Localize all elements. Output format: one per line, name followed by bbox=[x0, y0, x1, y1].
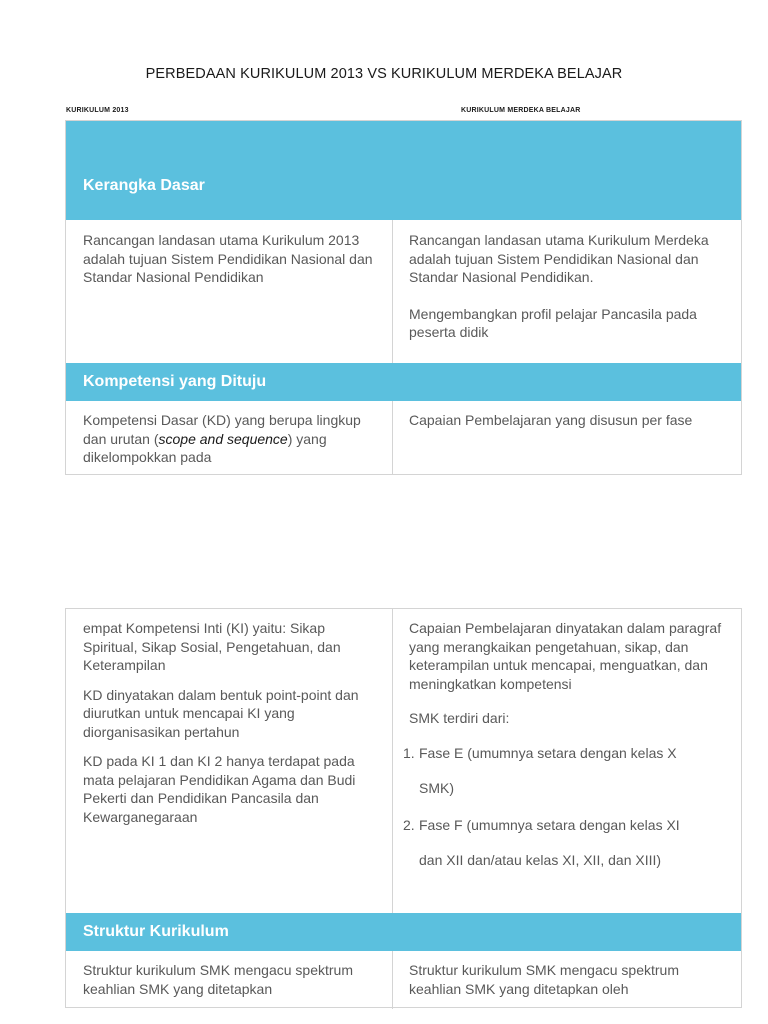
section-heading-kompetensi: Kompetensi yang Dituju bbox=[66, 363, 741, 401]
struktur-k13-cell bbox=[83, 961, 383, 1009]
kerangka-dasar-k13-cell bbox=[83, 231, 383, 298]
document-title: PERBEDAAN KURIKULUM 2013 VS KURIKULUM MERDEKA BELAJAR bbox=[145, 66, 623, 82]
kompetensi-k13-continued-cell bbox=[83, 619, 383, 837]
fase-f-item: 2. Fase F (umumnya setara dengan kelas XI dan XII dan/atau kelas XI, XII, dan XIII) bbox=[403, 816, 680, 868]
kerangka-dasar-merdeka-text-2: Mengembangkan profil pelajar Pancasila pada peserta didik bbox=[409, 305, 697, 340]
kompetensi-merdeka-text: Capaian Pembelajaran yang disusun per fase bbox=[409, 412, 693, 428]
struktur-k13-text: Struktur kurikulum SMK mengacu spektrum keahlian SMK yang ditetapkan bbox=[83, 962, 353, 997]
fase-e-item: 1. Fase E (umumnya setara dengan kelas X SMK) bbox=[403, 744, 677, 796]
kerangka-dasar-merdeka-text-1: Rancangan landasan utama Kurikulum Merdeka adalah tujuan Sistem Pendidikan Nasional dan Standar Nasional Pendidikan. bbox=[409, 232, 709, 285]
kompetensi-merdeka-continued-cell bbox=[403, 619, 734, 870]
kompetensi-k13-cell bbox=[83, 411, 383, 478]
column-divider bbox=[392, 951, 393, 1009]
column-divider bbox=[392, 401, 393, 475]
comparison-table-part-1 bbox=[65, 120, 742, 475]
kompetensi-k13-text: Kompetensi Dasar (KD) yang berupa lingkup dan urutan (scope and sequence) yang dikelompokkan pada bbox=[83, 412, 361, 465]
column-label-kurikulum-2013: KURIKULUM 2013 bbox=[66, 107, 129, 114]
kompetensi-k13-kd-text: KD dinyatakan dalam bentuk point-point dan diurutkan untuk mencapai KI yang diorganisasikan pertahun bbox=[83, 686, 359, 740]
kerangka-dasar-merdeka-cell bbox=[409, 231, 734, 353]
column-divider bbox=[392, 609, 393, 913]
section-heading-struktur-kurikulum: Struktur Kurikulum bbox=[66, 913, 741, 951]
capaian-pembelajaran-text: Capaian Pembelajaran dinyatakan dalam paragraf yang merangkaikan pengetahuan, sikap, dan keterampilan untuk mencapai, menguatkan, dan meningkatkan kompetensi bbox=[409, 620, 722, 692]
kompetensi-k13-ki-text: empat Kompetensi Inti (KI) yaitu: Sikap Spiritual, Sikap Sosial, Pengetahuan, dan Keterampilan bbox=[83, 620, 341, 673]
column-divider bbox=[392, 220, 393, 363]
comparison-table-part-2 bbox=[65, 608, 742, 1008]
section-heading-kerangka-dasar: Kerangka Dasar bbox=[66, 121, 741, 220]
kerangka-dasar-k13-text: Rancangan landasan utama Kurikulum 2013 adalah tujuan Sistem Pendidikan Nasional dan Standar Nasional Pendidikan bbox=[83, 232, 373, 285]
struktur-merdeka-text: Struktur kurikulum SMK mengacu spektrum keahlian SMK yang ditetapkan oleh bbox=[409, 962, 679, 997]
column-label-kurikulum-merdeka: KURIKULUM MERDEKA BELAJAR bbox=[461, 107, 581, 114]
kompetensi-k13-ki12-text: KD pada KI 1 dan KI 2 hanya terdapat pada mata pelajaran Pendidikan Agama dan Budi Pekerti dan Pendidikan Pancasila dan Kewarganegaraan bbox=[83, 753, 356, 825]
fase-list bbox=[403, 744, 734, 870]
struktur-merdeka-cell bbox=[409, 961, 734, 1009]
smk-terdiri-text: SMK terdiri dari: bbox=[409, 710, 510, 726]
kompetensi-merdeka-cell bbox=[409, 411, 734, 441]
